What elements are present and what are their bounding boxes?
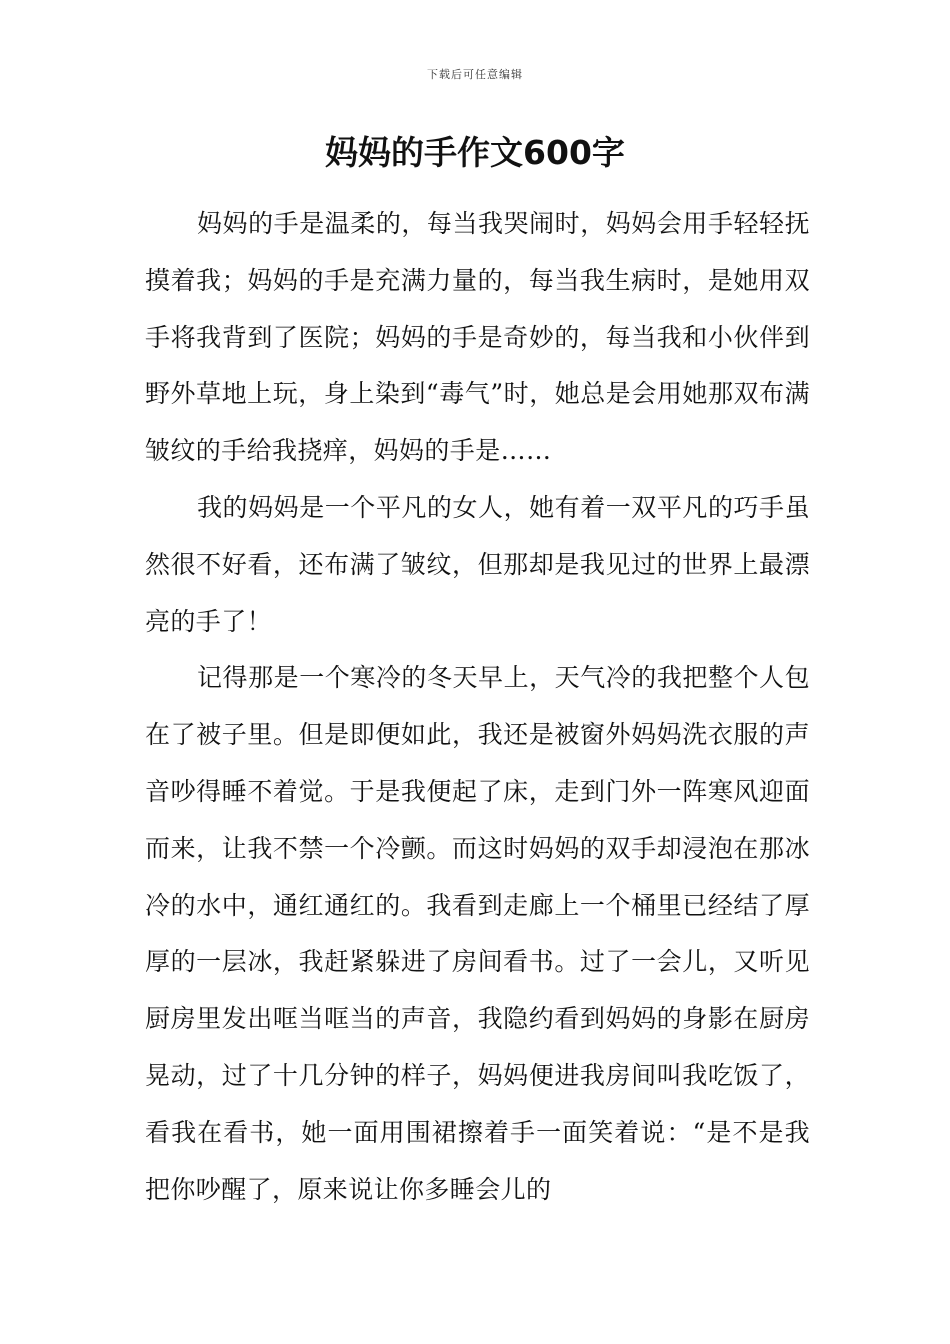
paragraph-2: 我的妈妈是一个平凡的女人，她有着一双平凡的巧手虽然很不好看，还布满了皱纹，但那却是我见过的世界上最漂亮的手了！	[145, 492, 810, 636]
essay-body	[145, 196, 810, 1218]
page-title: 妈妈的手作文600字	[325, 133, 625, 172]
paragraph-3: 记得那是一个寒冷的冬天早上，天气冷的我把整个人包在了被子里。但是即便如此，我还是被窗外妈妈洗衣服的声音吵得睡不着觉。于是我便起了床，走到门外一阵寒风迎面而来，让我不禁一个冷颤。而这时妈妈的双手却浸泡在那冰冷的水中，通红通红的。我看到走廊上一个桶里已经结了厚厚的一层冰，我赶紧躲进了房间看书。过了一会儿，又听见厨房里发出哐当哐当的声音，我隐约看到妈妈的身影在厨房晃动，过了十几分钟的样子，妈妈便进我房间叫我吃饭了，看我在看书，她一面用围裙擦着手一面笑着说：“是不是我把你吵醒了，原来说让你多睡会儿的	[145, 663, 810, 1204]
paragraph-1: 妈妈的手是温柔的，每当我哭闹时，妈妈会用手轻轻抚摸着我；妈妈的手是充满力量的，每当我生病时，是她用双手将我背到了医院；妈妈的手是奇妙的，每当我和小伙伴到野外草地上玩，身上染到“毒气”时，她总是会用她那双布满皱纹的手给我挠痒，妈妈的手是……	[145, 209, 810, 466]
header-note: 下载后可任意编辑	[427, 68, 523, 81]
